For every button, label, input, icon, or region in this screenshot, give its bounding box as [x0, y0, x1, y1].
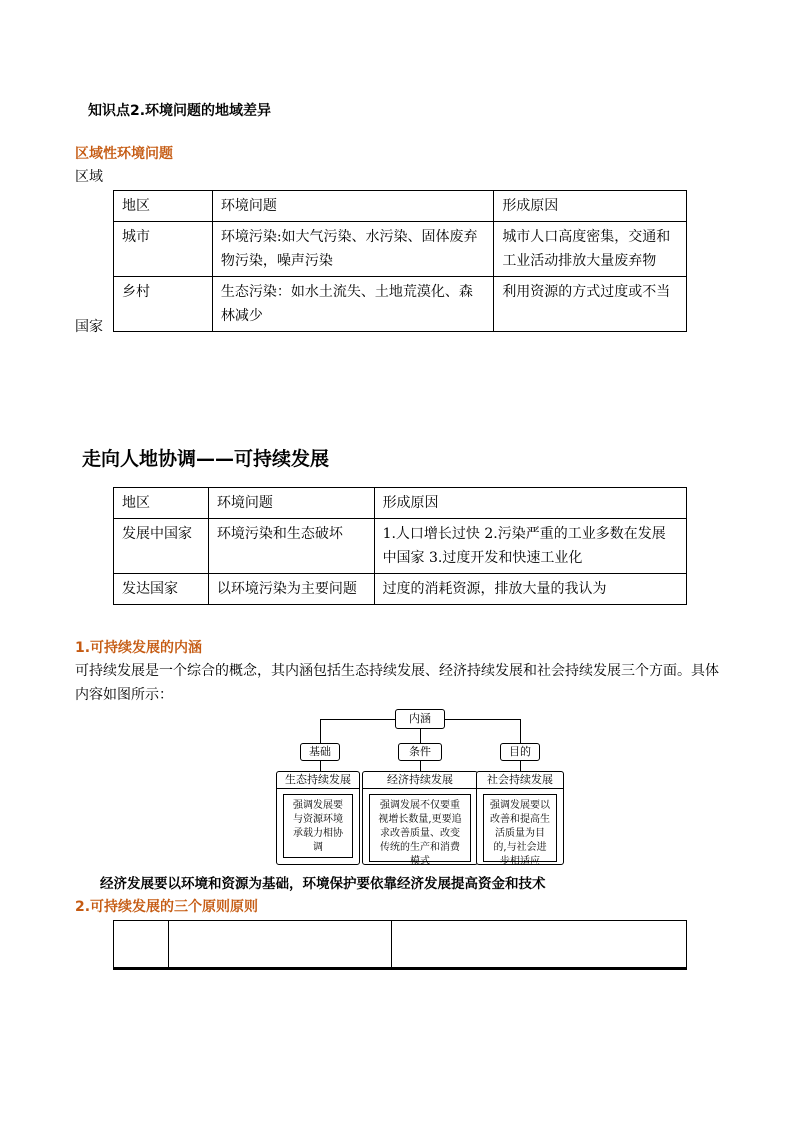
diagram-tag-condition: 条件 [398, 743, 442, 761]
table-row [114, 222, 687, 277]
table-cell: 1.人口增长过快 2.污染严重的工业多数在发展中国家 3.过度开发和快速工业化 [374, 519, 686, 574]
table-cell: 环境污染:如大气污染、水污染、固体废弃物污染，噪声污染 [212, 222, 493, 277]
table-header-cell: 形成原因 [374, 488, 686, 519]
connector-middle-lower [420, 761, 421, 771]
knowledge-point-title: 知识点2.环境问题的地域差异 [88, 103, 272, 119]
label-country: 国家 [75, 319, 103, 335]
table-cell: 环境污染和生态破坏 [208, 519, 374, 574]
table-header-cell: 地区 [114, 191, 213, 222]
diagram-root: 内涵 [395, 709, 445, 729]
diagram-branch-social [476, 771, 564, 865]
heading-three-principles: 2.可持续发展的三个原则原则 [75, 899, 259, 915]
diagram-tag-basis: 基础 [300, 743, 340, 761]
table-header-row [114, 191, 687, 222]
table-cell: 过度的消耗资源，排放大量的我认为 [374, 574, 686, 605]
diagram-branch-text: 强调发展要以改善和提高生活质量为目的,与社会进步相适应 [483, 794, 557, 862]
section-title: 走向人地协调——可持续发展 [82, 448, 330, 470]
regional-table [113, 190, 687, 332]
principles-table [113, 920, 687, 970]
paragraph-connotation: 可持续发展是一个综合的概念，其内涵包括生态持续发展、经济持续发展和社会持续发展三个方面。具体内容如图所示： [75, 663, 719, 703]
table-header-cell: 环境问题 [208, 488, 374, 519]
connector-left [320, 719, 321, 743]
table-header-cell: 环境问题 [212, 191, 493, 222]
table-divider [391, 921, 392, 968]
diagram-branch-title: 经济持续发展 [363, 772, 477, 789]
connector-right [520, 719, 521, 743]
connotation-diagram [270, 704, 570, 866]
regional-heading: 区域性环境问题 [75, 146, 173, 162]
table-header-cell: 形成原因 [494, 191, 687, 222]
country-table [113, 487, 687, 605]
table-cell: 生态污染：如水土流失、土地荒漠化、森林减少 [212, 277, 493, 332]
table-row [114, 519, 687, 574]
summary-statement: 经济发展要以环境和资源为基础，环境保护要依靠经济发展提高资金和技术 [100, 876, 546, 892]
table-cell: 城市 [114, 222, 213, 277]
table-cell: 利用资源的方式过度或不当 [494, 277, 687, 332]
connector-right-lower [520, 761, 521, 771]
table-cell: 以环境污染为主要问题 [208, 574, 374, 605]
connector-middle [420, 729, 421, 743]
table-row [114, 277, 687, 332]
table-header-cell: 地区 [114, 488, 209, 519]
heading-sustainable-connotation: 1.可持续发展的内涵 [75, 640, 203, 656]
diagram-branch-title: 社会持续发展 [477, 772, 563, 789]
diagram-tag-purpose: 目的 [500, 743, 540, 761]
table-row [114, 574, 687, 605]
diagram-branch-ecological [276, 771, 360, 865]
diagram-branch-text: 强调发展不仅要重视增长数量,更要追求改善质量、改变传统的生产和消费模式 [369, 794, 471, 862]
table-cell: 乡村 [114, 277, 213, 332]
diagram-branch-economic [362, 771, 478, 865]
table-cell: 发展中国家 [114, 519, 209, 574]
label-region: 区域 [75, 169, 103, 185]
diagram-branch-text: 强调发展要与资源环境承载力相协调 [283, 794, 353, 858]
table-header-row [114, 488, 687, 519]
table-divider [168, 921, 169, 968]
table-cell: 发达国家 [114, 574, 209, 605]
diagram-branch-title: 生态持续发展 [277, 772, 359, 789]
table-cell: 城市人口高度密集，交通和工业活动排放大量废弃物 [494, 222, 687, 277]
connector-left-lower [320, 761, 321, 771]
